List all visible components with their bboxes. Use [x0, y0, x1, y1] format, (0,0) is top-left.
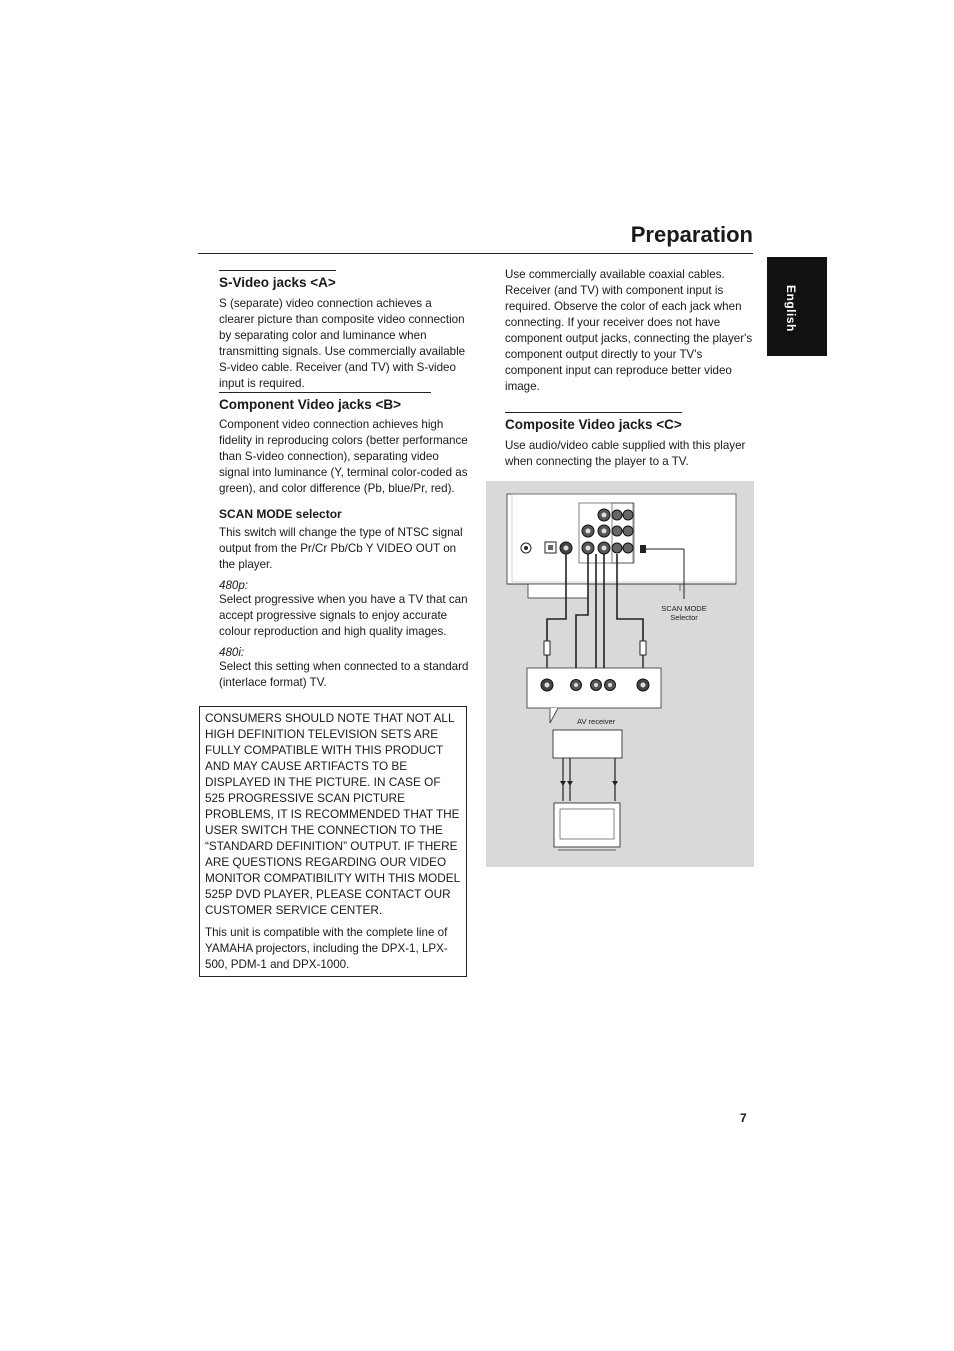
tv-set — [554, 803, 620, 850]
p480-label: 480p: — [219, 579, 249, 592]
av-receiver-box — [553, 730, 622, 801]
component-body: Component video connection achieves high fidelity in reproducing colors (better performance than S-video connection), separating video signal into luminance (Y, terminal color-coded as green), and color difference (Pb, blue/Pr, red). — [219, 418, 468, 495]
selector-label: Selector — [670, 613, 698, 622]
svideo-plug — [544, 641, 550, 655]
notice-warning: CONSUMERS SHOULD NOTE THAT NOT ALL HIGH DEFINITION TELEVISION SETS ARE FULLY COMPATIBLE WITH THIS PRODUCT AND MAY CAUSE ARTIFACTS TO BE DISPLAYED IN THE PICTURE. IN CASE OF 525 PROGRESSIVE SCAN PICTURE PROBLEMS, IT IS RECOMMENDED THAT THE USER SWITCH THE CONNECTION TO THE “STANDARD DEFINITION” OUTPUT. IF THERE ARE QUESTIONS REGARDING OUR VIDEO MONITOR COMPATIBILITY WITH THIS MODEL 525P DVD PLAYER, PLEASE CONTACT OUR CUSTOMER SERVICE CENTER. — [205, 711, 460, 917]
svideo-section — [219, 270, 469, 392]
av-receiver-inputs — [527, 668, 661, 723]
composite-heading: Composite Video jacks <C> — [505, 412, 682, 432]
av-receiver-label: AV receiver — [577, 717, 616, 726]
component-heading: Component Video jacks <B> — [219, 392, 431, 412]
dvd-player-rear-panel — [507, 494, 736, 599]
composite-body: Use audio/video cable supplied with this player when connecting the player to a TV. — [505, 439, 746, 468]
component-section — [219, 392, 469, 497]
composite-plug — [640, 641, 646, 655]
svideo-heading: S-Video jacks <A> — [219, 270, 336, 290]
composite-section — [505, 412, 753, 470]
notice-box — [199, 706, 467, 977]
page-number: 7 — [740, 1111, 747, 1125]
connection-diagram — [486, 481, 754, 867]
language-tab-label: English — [784, 285, 798, 332]
title-rule — [198, 253, 753, 254]
scan-mode-body: This switch will change the type of NTSC signal output from the Pr/Cr Pb/Cb Y VIDEO OUT on the player. — [219, 526, 463, 571]
scan-mode-heading: SCAN MODE selector — [219, 507, 342, 521]
page-title: Preparation — [630, 222, 753, 247]
scan-mode-section — [219, 507, 469, 691]
p480-body: Select progressive when you have a TV that can accept progressive signals to enjoy accurate colour reproduction and high quality images. — [219, 593, 468, 638]
coaxial-body: Use commercially available coaxial cables. Receiver (and TV) with component input is required. Observe the color of each jack when connecting. If your receiver does not have component output jacks, connecting the player's component output directly to your TV's component input can reproduce better video image. — [505, 268, 753, 393]
i480-body: Select this setting when connected to a standard (interlace format) TV. — [219, 660, 469, 689]
svideo-body: S (separate) video connection achieves a clearer picture than composite video connection by separating color and luminance when transmitting signals. Use commercially available S-video cable. Receiver (and TV) with S-video input is required. — [219, 297, 466, 390]
language-tab — [767, 257, 827, 356]
scan-mode-label: SCAN MODE — [661, 604, 707, 613]
i480-label: 480i: — [219, 646, 245, 659]
connection-diagram-svg — [486, 481, 754, 867]
notice-compat: This unit is compatible with the complete line of YAMAHA projectors, including the DPX-1, LPX-500, PDM-1 and DPX-1000. — [205, 926, 448, 971]
